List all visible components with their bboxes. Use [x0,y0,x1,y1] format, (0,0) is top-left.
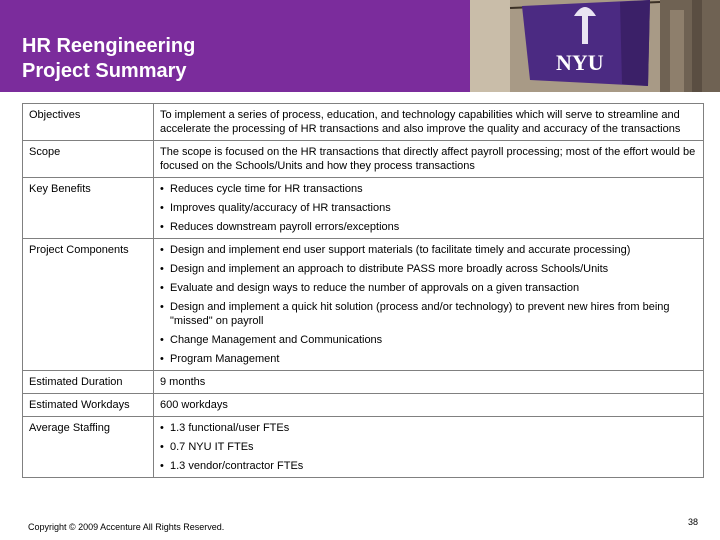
average-staffing-list [160,421,697,473]
table-row [23,141,704,178]
table-row [23,104,704,141]
table-row [23,239,704,371]
table-row [23,417,704,478]
row-label: Estimated Workdays [23,394,154,417]
estimated-duration-value: 9 months [154,371,704,394]
estimated-workdays-value: 600 workdays [154,394,704,417]
row-label: Key Benefits [23,178,154,239]
list-item: • Design and implement end user support materials (to facilitate timely and accurate processing) [160,243,697,257]
title-line-1: HR Reengineering [22,35,196,57]
list-item: • Reduces cycle time for HR transactions [160,182,697,196]
list-item: • 1.3 functional/user FTEs [160,421,697,435]
copyright-notice: Copyright © 2009 Accenture All Rights Reserved. [28,522,225,532]
project-components-cell [154,239,704,371]
page-number: 38 [688,517,699,527]
project-summary-table [22,103,704,478]
key-benefits-cell [154,178,704,239]
list-item: • Design and implement a quick hit solution (process and/or technology) to prevent new hires from being "missed" on payroll [160,300,697,328]
list-item: • Change Management and Communications [160,333,697,347]
scope-text: The scope is focused on the HR transactions that directly affect payroll processing; most of the effort would be focused on the Schools/Units and how they process transactions [154,141,704,178]
list-item: • 0.7 NYU IT FTEs [160,440,697,454]
page-title [22,34,195,84]
list-item: • Evaluate and design ways to reduce the number of approvals on a given transaction [160,281,697,295]
title-line-2: Project Summary [22,60,187,82]
table-row [23,178,704,239]
list-item: • Reduces downstream payroll errors/exceptions [160,220,697,234]
row-label: Estimated Duration [23,371,154,394]
row-label: Objectives [23,104,154,141]
list-item: • Improves quality/accuracy of HR transactions [160,201,697,215]
row-label: Scope [23,141,154,178]
flag-text: NYU [556,50,604,75]
row-label: Average Staffing [23,417,154,478]
list-item: • 1.3 vendor/contractor FTEs [160,459,697,473]
table-row [23,371,704,394]
row-label: Project Components [23,239,154,371]
project-components-list [160,243,697,366]
nyu-flag-photo [470,0,720,92]
header-banner [0,0,720,92]
key-benefits-list [160,182,697,234]
table-row [23,394,704,417]
list-item: • Design and implement an approach to distribute PASS more broadly across Schools/Units [160,262,697,276]
list-item: • Program Management [160,352,697,366]
objectives-text: To implement a series of process, education, and technology capabilities which will serve to streamline and accelerate the processing of HR transactions and also improve the quality and accuracy of the transactions [154,104,704,141]
average-staffing-cell [154,417,704,478]
